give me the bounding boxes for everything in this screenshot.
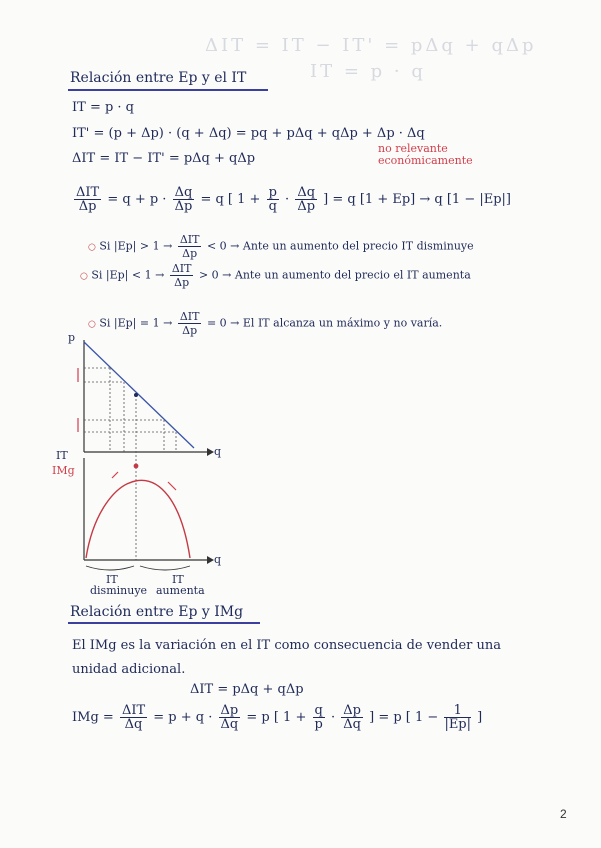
it-curve [86,480,190,558]
deriv-mid: · [285,192,290,207]
section1-title: Relación entre Ep y el IT [70,70,247,86]
dp2-den: Δp [297,199,316,214]
img-end: ] [477,710,483,725]
section2-title: Relación entre Ep y IMg [70,604,244,620]
label-aumenta: aumenta [156,584,205,597]
graph-axis-q-top: q [214,445,222,458]
case-2-den: Δp [174,276,190,289]
case-1-den: Δp [182,247,198,260]
q-axis-bottom-arrow-icon [207,556,214,564]
page-number: 2 [560,807,567,821]
deriv-eq2: = q [ 1 + [200,192,261,207]
graph-axis-img: IMg [52,464,75,477]
case-3-den: Δp [182,324,198,337]
demand-midpoint [134,393,138,397]
graph-axis-it: IT [56,449,68,462]
img-one-num: 1 [444,704,471,718]
img-lhs: IMg = [72,710,114,725]
bracket-left [86,566,134,570]
eq-it-prime: IT' = (p + Δp) · (q + Δq) = pq + pΔq + qΔp + Δp · Δq [72,126,425,141]
ghost-header-2: IT = p · q [310,61,426,82]
img-num: ΔIT [121,703,146,718]
img-den2: Δq [220,717,239,732]
case-2-cond: Si |Ep| < 1 → [91,268,165,282]
case-1-cond: Si |Ep| > 1 → [99,239,173,253]
dq-den: Δp [174,199,193,214]
section2-eq1: ΔIT = pΔq + qΔp [190,682,304,697]
ghost-header: ΔIT = IT − IT' = pΔq + qΔp [205,35,537,56]
note-not-relevant: no relevante económicamente [378,142,473,167]
curve-arrow-left-icon [112,472,118,478]
img-dot: · [330,710,336,725]
img-den: Δq [124,717,143,732]
img-derivation-row [72,704,482,731]
p-num: p [268,185,277,200]
eq-it: IT = p · q [72,100,135,115]
img-mid: = p + q · [153,710,213,725]
img-mid2: = p [ 1 + [246,710,307,725]
lhs-den: Δp [78,199,97,214]
case-1: ○ Si |Ep| > 1 → $\frac{\text{ΔIT}}{\Delta p}$ < 0 → Ante un aumento del precio IT disminuye [88,233,474,260]
guide-lines [84,368,176,560]
case-3-num: ΔIT [179,310,200,323]
case-2: ○ Si |Ep| < 1 → $\frac{\text{ΔIT}}{\Delta p}$ > 0 → Ante un aumento del precio el IT aumenta [80,262,471,289]
label-it-left: IT [106,573,118,586]
dq2-num: Δq [297,185,316,200]
img-num3: Δp [343,703,361,718]
curve-arrow-right-icon [168,482,176,490]
case-3-rel: = 0 → [206,316,240,330]
dq-num: Δq [174,185,193,200]
graph-axis-p: p [68,331,76,344]
case-3: ○ Si |Ep| = 1 → $\frac{\text{ΔIT}}{\Delta p}$ = 0 → El IT alcanza un máximo y no varía. [88,310,443,337]
q-axis-top-arrow-icon [207,448,214,456]
case-2-rel: > 0 → [198,268,232,282]
case-1-num: ΔIT [179,233,200,246]
img-mid3: ] = p [ 1 − [369,710,439,725]
label-disminuye: disminuye [90,584,148,597]
img-q-den: p [314,717,323,732]
bracket-right [140,566,190,570]
section2-underline [68,622,260,624]
section2-paragraph: El IMg es la variación en el IT como consecuencia de vender una unidad adicional. [72,638,502,677]
q-den: q [268,199,277,214]
img-num2: Δp [220,703,239,718]
it-max-point [134,464,139,469]
graph-axis-q-bottom: q [214,553,222,566]
eq-delta-it: ΔIT = IT − IT' = pΔq + qΔp [72,151,256,166]
img-q-num: q [314,703,323,718]
deriv-end: ] = q [1 + Ep] → q [1 − |Ep|] [323,192,511,207]
case-3-cond: Si |Ep| = 1 → [99,316,173,330]
case-2-text: Ante un aumento del precio el IT aumenta [234,268,471,282]
img-den3: Δq [343,717,361,732]
case-1-text: Ante un aumento del precio IT disminuye [242,239,474,253]
case-1-rel: < 0 → [206,239,240,253]
img-one-den: |Ep| [444,717,472,732]
label-it-right: IT [172,573,184,586]
case-3-text: El IT alcanza un máximo y no varía. [242,316,443,330]
case-2-num: ΔIT [171,262,192,275]
lhs-num: ΔIT [76,185,100,200]
deriv-eq: = q + p · [107,192,167,207]
